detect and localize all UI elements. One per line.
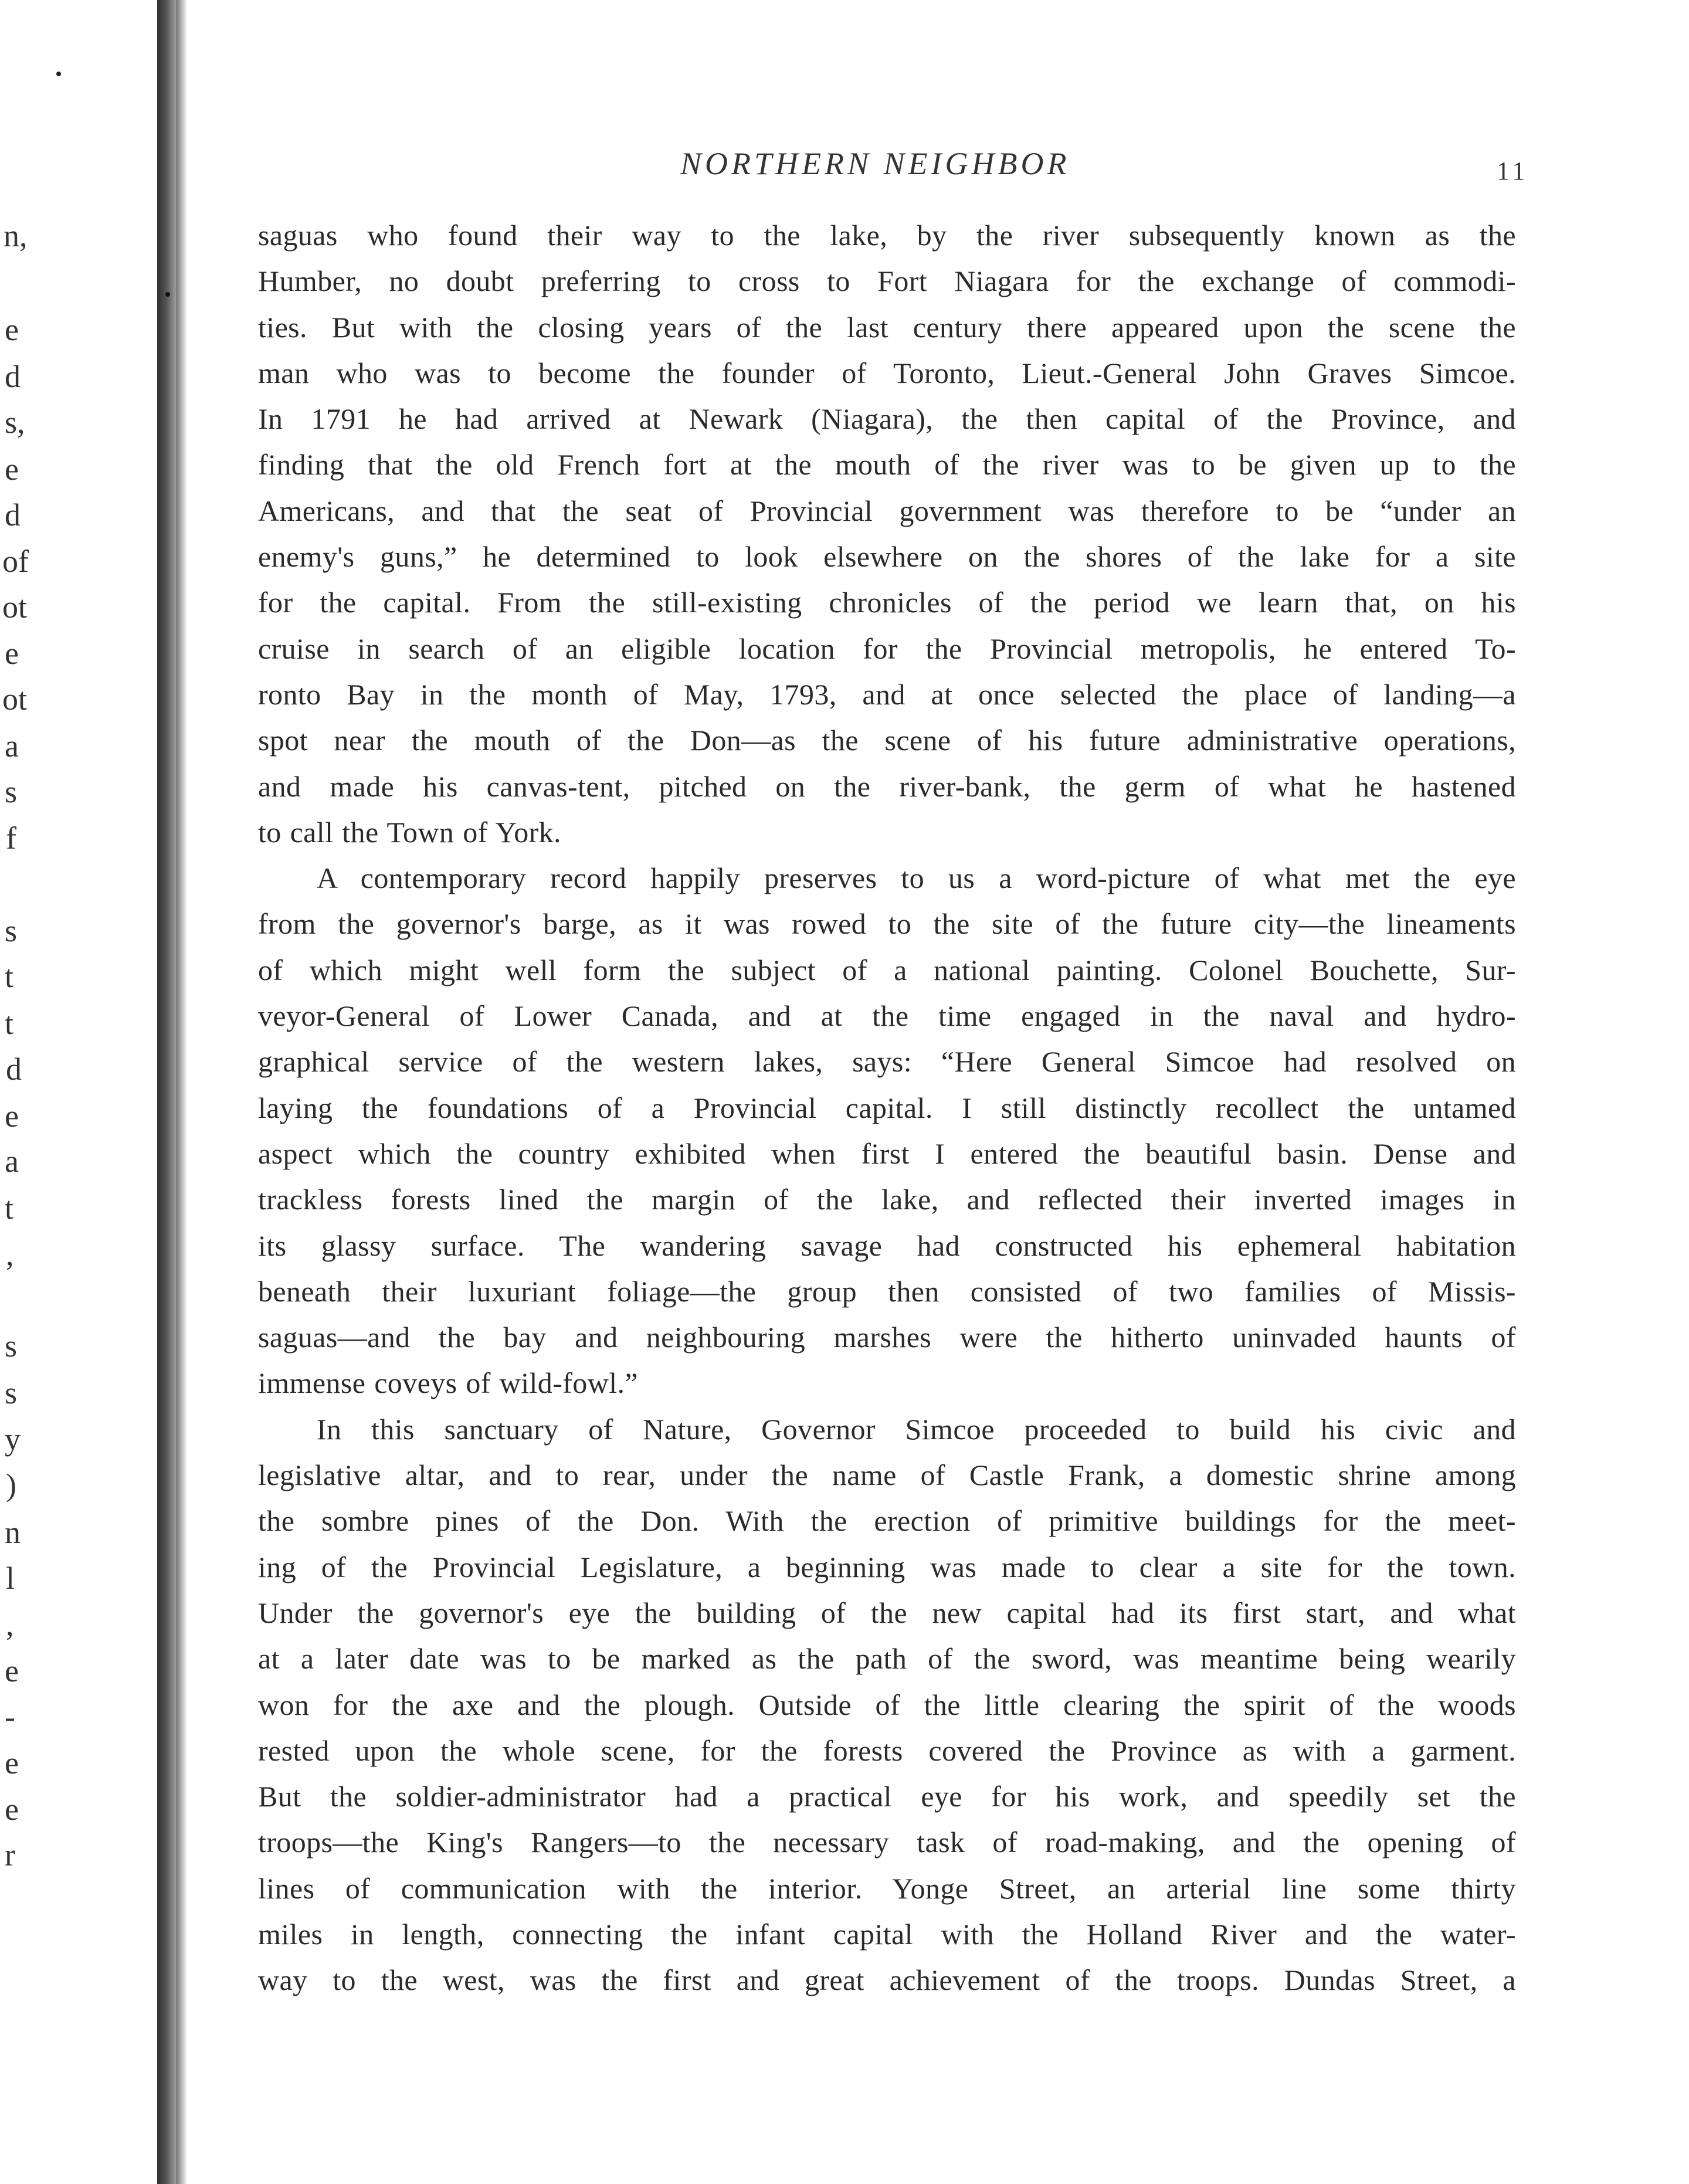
facing-page-char: d (6, 1052, 22, 1087)
text-line: rested upon the whole scene, for the forests covered the Province as with a garment. (258, 1734, 1516, 1767)
text-line: saguas—and the bay and neighbouring marshes were the hitherto uninvaded haunts of (258, 1321, 1516, 1354)
facing-page-char: e (5, 452, 19, 487)
text-line: at a later date was to be marked as the path of the sword, was meantime being wearily (258, 1642, 1516, 1676)
facing-page-char: d (5, 359, 21, 394)
text-line: A contemporary record happily preserves to us a word-picture of what met the eye (317, 862, 1516, 895)
facing-page-char: y (5, 1422, 21, 1457)
facing-page-char: s, (5, 405, 25, 440)
facing-page-char: ot (2, 681, 28, 717)
text-line: for the capital. From the still-existing chronicles of the period we learn that, on his (258, 586, 1516, 619)
text-line: cruise in search of an eligible location for the Provincial metropolis, he entered To- (258, 632, 1516, 665)
body-text (258, 212, 1516, 2003)
facing-page-char: , (6, 1237, 14, 1272)
facing-page-char: , (6, 1607, 14, 1642)
text-line: spot near the mouth of the Don—as the scene of his future administrative operations, (258, 724, 1516, 757)
speck (165, 292, 170, 297)
text-line: beneath their luxuriant foliage—the group then consisted of two families of Missis- (258, 1274, 1516, 1308)
facing-page-char: e (5, 636, 19, 671)
text-line: laying the foundations of a Provincial capital. I still distinctly recollect the untamed (258, 1091, 1516, 1124)
facing-page-char: e (5, 1745, 19, 1781)
text-line: In 1791 he had arrived at Newark (Niagara), the then capital of the Province, and (258, 402, 1516, 436)
facing-page-char: r (5, 1837, 15, 1873)
facing-page-char: a (5, 728, 19, 764)
facing-page-char: e (5, 1792, 19, 1827)
facing-page-char: ot (2, 589, 28, 625)
text-line: But the soldier-administrator had a practical eye for his work, and speedily set the (258, 1780, 1516, 1813)
facing-page-char: t (5, 1191, 14, 1226)
text-line: veyor-General of Lower Canada, and at the time engaged in the naval and hydro- (258, 999, 1516, 1033)
facing-page-char: e (5, 312, 19, 347)
running-head: NORTHERN NEIGHBOR (680, 146, 1070, 181)
page-number: 11 (1497, 157, 1529, 185)
text-line: aspect which the country exhibited when first I entered the beautiful basin. Dense and (258, 1137, 1516, 1170)
text-line: ing of the Provincial Legislature, a beginning was made to clear a site for the town. (258, 1550, 1516, 1583)
facing-page-char: t (5, 1006, 14, 1041)
text-line: In this sanctuary of Nature, Governor Simcoe proceeded to build his civic and (317, 1412, 1516, 1446)
facing-page-char: s (5, 1375, 18, 1410)
facing-page-char: e (5, 1098, 19, 1134)
text-line: its glassy surface. The wandering savage had constructed his ephemeral habitation (258, 1229, 1516, 1262)
text-line: saguas who found their way to the lake, by the river subsequently known as the (258, 219, 1516, 252)
gutter-edge (176, 0, 186, 2184)
text-line: troops—the King's Rangers—to the necessary task of road-making, and the opening of (258, 1826, 1516, 1859)
facing-page-char: e (5, 1653, 19, 1688)
text-line: graphical service of the western lakes, says: “Here General Simcoe had resolved on (258, 1045, 1516, 1079)
text-line: Americans, and that the seat of Provincial government was therefore to be “under an (258, 494, 1516, 527)
text-line: to call the Town of York. (258, 815, 561, 849)
facing-page-char: ) (6, 1467, 16, 1503)
text-line: enemy's guns,” he determined to look elsewhere on the shores of the lake for a site (258, 540, 1516, 574)
facing-page-char: l (6, 1561, 15, 1596)
facing-page-char: n, (4, 218, 28, 253)
text-line: finding that the old French fort at the mouth of the river was to be given up to the (258, 448, 1516, 481)
text-line: and made his canvas-tent, pitched on the river-bank, the germ of what he hastened (258, 769, 1516, 803)
text-line: miles in length, connecting the infant capital with the Holland River and the water- (258, 1917, 1516, 1951)
text-line: Humber, no doubt preferring to cross to Fort Niagara for the exchange of commodi- (258, 264, 1516, 298)
facing-page-char: - (5, 1699, 15, 1734)
facing-page-char: a (5, 1144, 19, 1179)
text-line: from the governor's barge, as it was rowed to the site of the future city—the lineaments (258, 907, 1516, 941)
text-line: ronto Bay in the month of May, 1793, and at once selected the place of landing—a (258, 677, 1516, 711)
text-line: ties. But with the closing years of the last century there appeared upon the scene the (258, 310, 1516, 344)
text-line: won for the axe and the plough. Outside of the little clearing the spirit of the woods (258, 1688, 1516, 1721)
facing-page-char: d (5, 497, 21, 533)
text-line: lines of communication with the interior. Yonge Street, an arterial line some thirty (258, 1871, 1516, 1905)
text-line: legislative altar, and to rear, under the name of Castle Frank, a domestic shrine among (258, 1459, 1516, 1492)
text-line: Under the governor's eye the building of the new capital had its first start, and what (258, 1596, 1516, 1629)
text-line: trackless forests lined the margin of the lake, and reflected their inverted images in (258, 1183, 1516, 1216)
facing-page-char: t (5, 959, 14, 994)
facing-page-char: f (6, 820, 16, 856)
text-line: way to the west, was the first and great achievement of the troops. Dundas Street, a (258, 1963, 1516, 1997)
facing-page-char: s (5, 1328, 18, 1364)
facing-page-char: of (2, 544, 29, 579)
text-line: of which might well form the subject of a national painting. Colonel Bouchette, Sur- (258, 953, 1516, 986)
facing-page-fragment (0, 0, 152, 2184)
text-line: immense coveys of wild-fowl.” (258, 1366, 638, 1400)
speck (56, 72, 61, 76)
text-line: the sombre pines of the Don. With the erection of primitive buildings for the meet- (258, 1504, 1516, 1538)
facing-page-char: n (5, 1515, 21, 1550)
facing-page-char: s (5, 913, 18, 948)
text-line: man who was to become the founder of Toronto, Lieut.-General John Graves Simcoe. (258, 356, 1516, 389)
facing-page-char: s (5, 774, 18, 809)
